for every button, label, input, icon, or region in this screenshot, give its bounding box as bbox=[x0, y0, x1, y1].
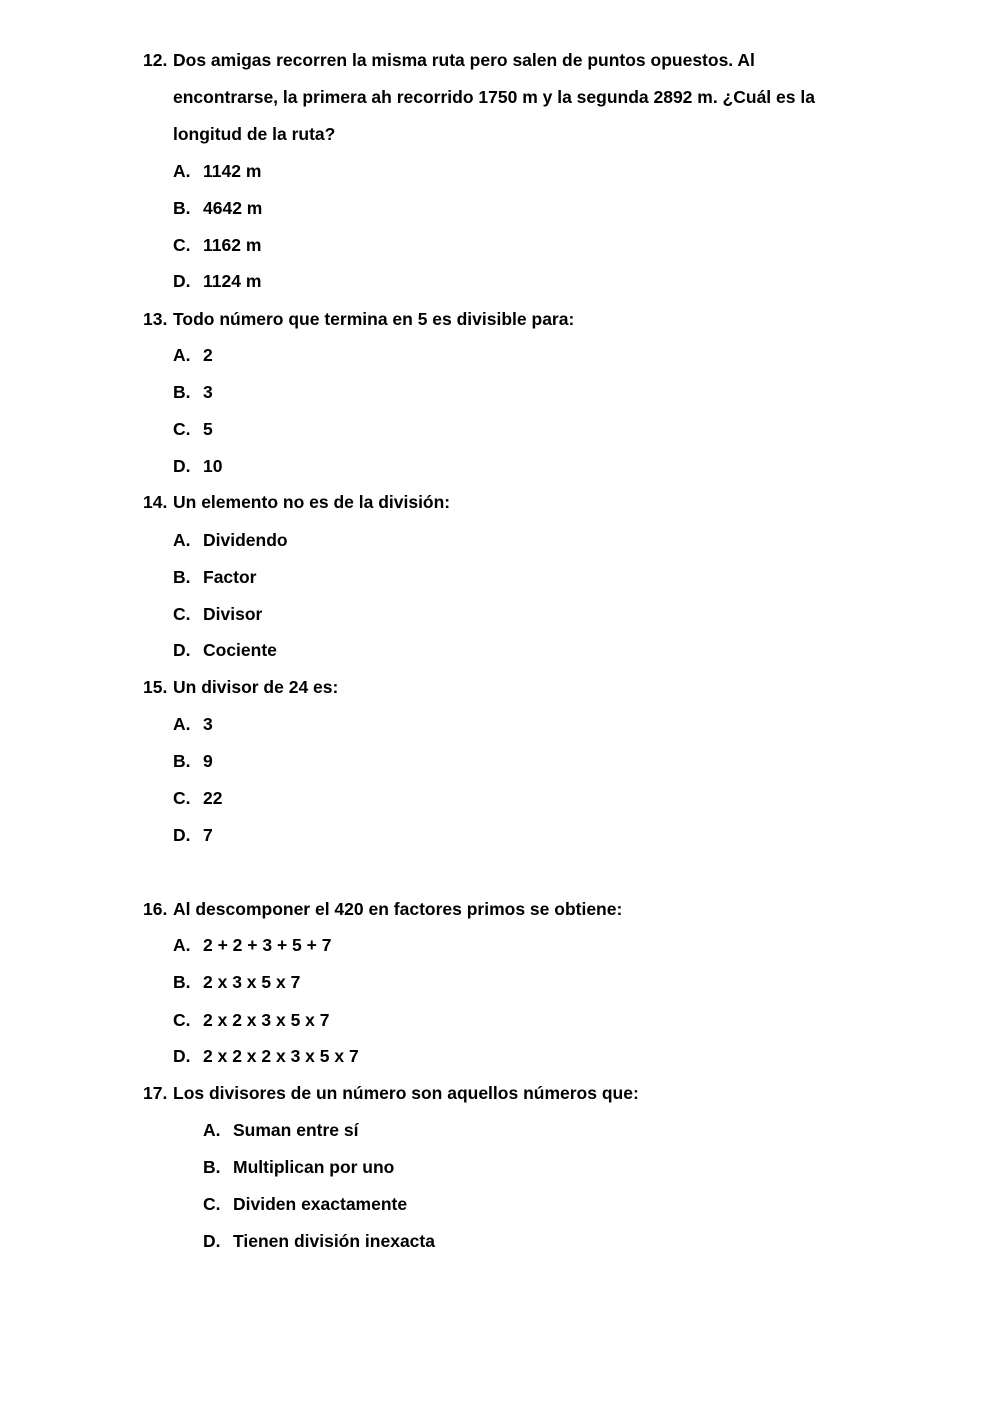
option-letter: D. bbox=[173, 825, 191, 845]
option-letter: A. bbox=[173, 530, 191, 550]
option-letter: C. bbox=[173, 1010, 191, 1030]
option-text: 1124 m bbox=[203, 271, 262, 291]
option-letter: D. bbox=[173, 640, 191, 660]
option-text: 2 bbox=[203, 345, 213, 365]
option-text: 9 bbox=[203, 751, 213, 771]
option-text: Factor bbox=[203, 567, 257, 587]
option-letter: C. bbox=[173, 604, 191, 624]
option-text: 2 + 2 + 3 + 5 + 7 bbox=[203, 935, 332, 955]
option-text: 3 bbox=[203, 382, 213, 402]
question-number: 14. bbox=[143, 492, 168, 512]
option-text: Suman entre sí bbox=[233, 1120, 359, 1140]
option-letter: A. bbox=[173, 345, 191, 365]
option-letter: D. bbox=[173, 271, 191, 291]
option-text: 2 x 3 x 5 x 7 bbox=[203, 972, 301, 992]
question-number: 13. bbox=[143, 309, 168, 329]
option-letter: A. bbox=[173, 935, 191, 955]
option-letter: B. bbox=[173, 198, 191, 218]
option-letter: B. bbox=[173, 751, 191, 771]
option-letter: D. bbox=[173, 456, 191, 476]
question-text: Un elemento no es de la división: bbox=[173, 492, 451, 512]
option-letter: C. bbox=[203, 1194, 221, 1214]
question-text: Todo número que termina en 5 es divisible para: bbox=[173, 309, 575, 329]
question-number: 16. bbox=[143, 899, 168, 919]
option-text: 4642 m bbox=[203, 198, 263, 218]
option-text: 22 bbox=[203, 788, 223, 808]
option-text: Tienen división inexacta bbox=[233, 1231, 435, 1251]
option-text: 5 bbox=[203, 419, 213, 439]
option-letter: A. bbox=[173, 161, 191, 181]
question-text: longitud de la ruta? bbox=[173, 124, 336, 144]
question-text: Dos amigas recorren la misma ruta pero salen de puntos opuestos. Al bbox=[173, 50, 755, 70]
question-text: Los divisores de un número son aquellos números que: bbox=[173, 1083, 639, 1103]
question-number: 15. bbox=[143, 677, 168, 697]
option-text: 1142 m bbox=[203, 161, 262, 181]
option-text: 2 x 2 x 2 x 3 x 5 x 7 bbox=[203, 1046, 359, 1066]
option-letter: B. bbox=[173, 972, 191, 992]
option-letter: C. bbox=[173, 788, 191, 808]
option-letter: B. bbox=[173, 567, 191, 587]
option-letter: C. bbox=[173, 419, 191, 439]
option-letter: A. bbox=[173, 714, 191, 734]
option-letter: C. bbox=[173, 235, 191, 255]
option-letter: B. bbox=[203, 1157, 221, 1177]
option-text: Divisor bbox=[203, 604, 263, 624]
option-text: Multiplican por uno bbox=[233, 1157, 395, 1177]
option-text: Dividen exactamente bbox=[233, 1194, 408, 1214]
option-letter: D. bbox=[203, 1231, 221, 1251]
option-text: 10 bbox=[203, 456, 223, 476]
option-text: 7 bbox=[203, 825, 213, 845]
question-number: 17. bbox=[143, 1083, 168, 1103]
option-text: 3 bbox=[203, 714, 213, 734]
option-letter: A. bbox=[203, 1120, 221, 1140]
question-text: Un divisor de 24 es: bbox=[173, 677, 339, 697]
option-text: Dividendo bbox=[203, 530, 288, 550]
question-text: encontrarse, la primera ah recorrido 1750 m y la segunda 2892 m. ¿Cuál es la bbox=[173, 87, 815, 107]
question-text: Al descomponer el 420 en factores primos se obtiene: bbox=[173, 899, 623, 919]
option-text: 2 x 2 x 3 x 5 x 7 bbox=[203, 1010, 330, 1030]
question-number: 12. bbox=[143, 50, 168, 70]
option-letter: D. bbox=[173, 1046, 191, 1066]
option-text: Cociente bbox=[203, 640, 277, 660]
option-letter: B. bbox=[173, 382, 191, 402]
option-text: 1162 m bbox=[203, 235, 262, 255]
